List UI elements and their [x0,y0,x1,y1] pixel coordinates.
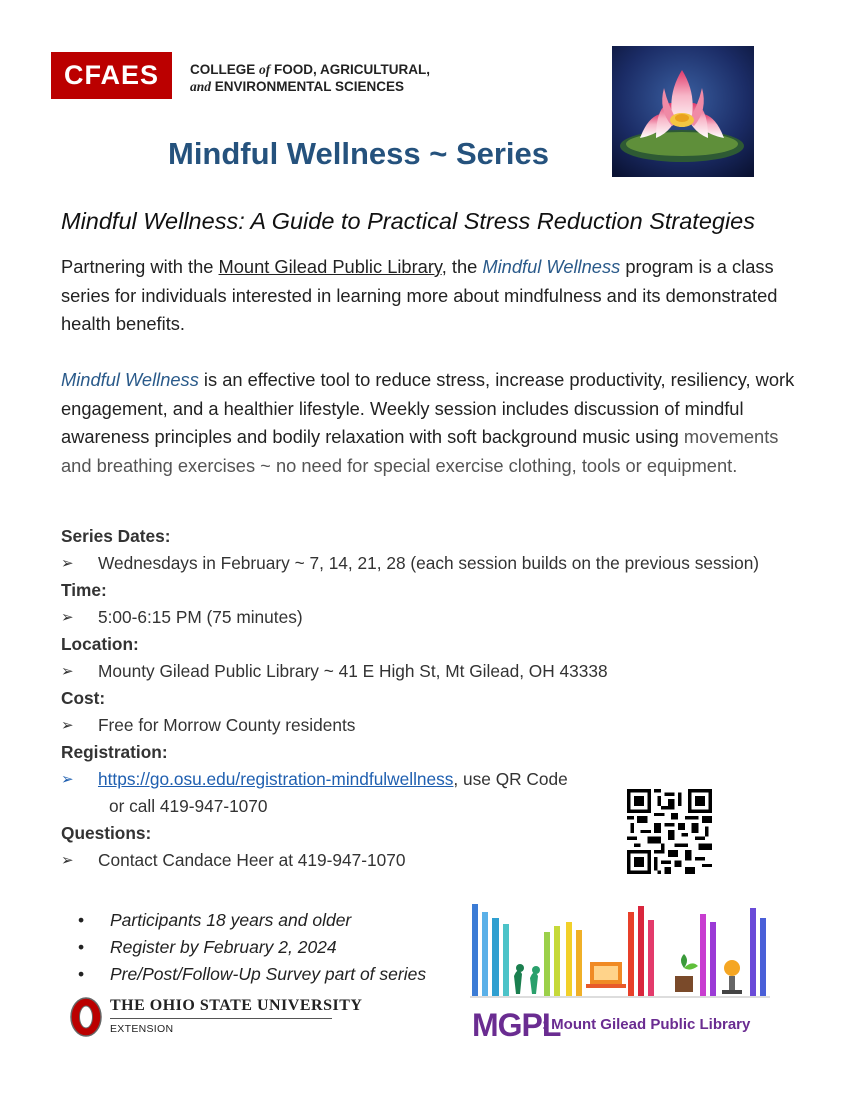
intro-paragraph-2 [61,366,801,480]
dates-heading: Series Dates: [61,526,171,546]
time-heading: Time: [61,580,107,600]
cost-item [61,712,821,739]
series-title: Mindful Wellness ~ Series [168,136,550,171]
qr-code[interactable] [627,789,712,874]
college-line1-end: FOOD, AGRICULTURAL, [270,62,430,77]
location-item [61,658,821,685]
time-item [61,604,821,631]
registration-heading: Registration: [61,742,168,762]
cfaes-logo [51,52,172,99]
arrow-bullet-icon: ➢ [61,717,74,734]
location-heading: Location: [61,634,139,654]
bullet-icon: • [78,910,85,930]
college-name [190,61,430,95]
college-line1-of: of [259,62,271,77]
arrow-bullet-icon: ➢ [61,609,74,626]
list-item [78,907,426,934]
library-name: Mount Gilead Public Library [218,256,442,277]
questions-text: Contact Candace Heer at 419-947-1070 [98,850,406,870]
program-name: Mindful Wellness [482,256,621,277]
dates-text: Wednesdays in February ~ 7, 14, 21, 28 (each session builds on the previous session) [98,553,760,573]
mgpl-logo: MGPL [472,1007,561,1043]
library-books-illustration [470,898,770,1002]
note-text: Pre/Post/Follow-Up Survey part of series [110,964,427,984]
notes-list [78,907,426,988]
p2-text-b: movements and breathing exercises ~ no need for special exercise clothing, tools or equipment. [61,426,779,476]
registration-phone: or call 419-947-1070 [109,796,268,816]
bullet-icon: • [78,937,85,957]
time-text: 5:00-6:15 PM (75 minutes) [98,607,303,627]
p2-text-a: is an effective tool to reduce stress, increase productivity, resiliency, work engagement, and a healthier lifestyle. Weekly session includes discussion of mindful awareness principles and bodily relaxation with soft background music using [61,369,795,447]
ohio-state-block-o-icon [70,997,102,1037]
osu-extension: EXTENSION [110,1023,174,1035]
arrow-bullet-icon: ➢ [61,555,74,572]
p1-text-b: , the [441,256,483,277]
water-lily-photo [612,46,754,177]
note-text: Participants 18 years and older [110,910,352,930]
program-name: Mindful Wellness [61,369,199,390]
osu-name: THE OHIO STATE UNIVERSITY [110,997,363,1014]
location-text: Mounty Gilead Public Library ~ 41 E High St, Mt Gilead, OH 43338 [98,661,608,681]
arrow-bullet-icon: ➢ [61,771,74,788]
registration-suffix: , use QR Code [453,769,568,789]
intro-paragraph-1 [61,253,801,339]
list-item [78,961,426,988]
note-text: Register by February 2, 2024 [110,937,337,957]
college-line1-start: COLLEGE [190,62,260,77]
bullet-icon: • [78,964,85,984]
mgpl-name: : Mount Gilead Public Library [542,1016,751,1033]
arrow-bullet-icon: ➢ [61,663,74,680]
dates-item [61,550,821,577]
cfaes-logo-text: CFAES [63,60,160,90]
p1-text-a: Partnering with the [61,256,219,277]
college-line2-end: ENVIRONMENTAL SCIENCES [211,79,405,94]
list-item [78,934,426,961]
cost-text: Free for Morrow County residents [98,715,356,735]
p1-text-c: program is a class series for individuals interested in learning more about mindfulness and its demonstrated health benefits. [61,256,778,334]
arrow-bullet-icon: ➢ [61,852,74,869]
registration-link[interactable]: https://go.osu.edu/registration-mindfulwellness [98,769,454,789]
osu-divider [110,1018,332,1019]
subtitle: Mindful Wellness: A Guide to Practical Stress Reduction Strategies [61,208,755,234]
college-line2-and: and [190,79,212,94]
questions-heading: Questions: [61,823,152,843]
cost-heading: Cost: [61,688,106,708]
